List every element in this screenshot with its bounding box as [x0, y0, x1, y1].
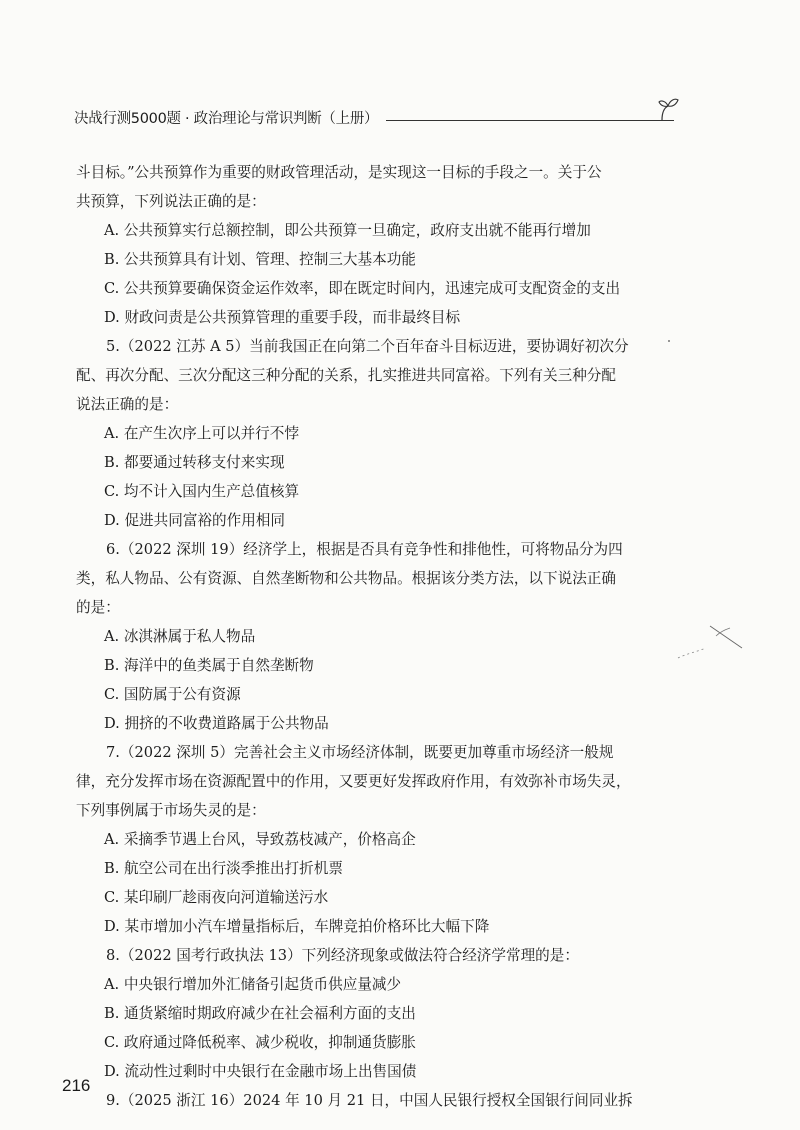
header-rule — [386, 120, 674, 121]
answer-option: A. 采摘季节遇上台风，导致荔枝减产，价格高企 — [104, 831, 416, 848]
answer-option: A. 在产生次序上可以并行不悖 — [104, 425, 299, 442]
answer-option: A. 公共预算实行总额控制，即公共预算一旦确定，政府支出就不能再行增加 — [104, 222, 591, 239]
answer-option: C. 均不计入国内生产总值核算 — [104, 483, 300, 500]
answer-option: D. 拥挤的不收费道路属于公共物品 — [104, 715, 329, 732]
question-stem-line: 9.（2025 浙江 16）2024 年 10 月 21 日，中国人民银行授权全国银行间同业拆 — [106, 1092, 633, 1109]
page-number: 216 — [62, 1076, 91, 1095]
sprout-icon — [656, 96, 680, 122]
text-line: 下列事例属于市场失灵的是： — [76, 802, 266, 819]
answer-option: D. 某市增加小汽车增量指标后，车牌竞拍价格环比大幅下降 — [104, 918, 490, 935]
answer-option: C. 公共预算要确保资金运作效率，即在既定时间内，迅速完成可支配资金的支出 — [104, 280, 621, 297]
answer-option: B. 通货紧缩时期政府减少在社会福利方面的支出 — [104, 1005, 416, 1022]
pencil-mark — [672, 618, 752, 664]
answer-option: C. 国防属于公有资源 — [104, 686, 241, 703]
book-title: 决战行测5000题 · 政治理论与常识判断（上册） — [74, 110, 379, 127]
answer-option: A. 冰淇淋属于私人物品 — [104, 628, 256, 645]
speck-mark — [668, 340, 670, 342]
answer-option: C. 某印刷厂趁雨夜向河道输送污水 — [104, 889, 329, 906]
text-line: 配、再次分配、三次分配这三种分配的关系，扎实推进共同富裕。下列有关三种分配 — [76, 367, 616, 384]
text-line: 共预算，下列说法正确的是： — [76, 193, 266, 210]
text-line: 的是： — [76, 599, 120, 616]
text-line: 律，充分发挥市场在资源配置中的作用，又要更好发挥政府作用，有效弥补市场失灵， — [76, 773, 631, 790]
question-stem-line: 5.（2022 江苏 A 5）当前我国正在向第二个百年奋斗目标迈进，要协调好初次分 — [106, 338, 629, 355]
answer-option: A. 中央银行增加外汇储备引起货币供应量减少 — [104, 976, 402, 993]
answer-option: B. 航空公司在出行淡季推出打折机票 — [104, 860, 343, 877]
text-line: 斗目标。”公共预算作为重要的财政管理活动，是实现这一目标的手段之一。关于公 — [76, 164, 602, 181]
question-stem-line: 6.（2022 深圳 19）经济学上，根据是否具有竞争性和排他性，可将物品分为四 — [106, 541, 623, 558]
answer-option: B. 海洋中的鱼类属于自然垄断物 — [104, 657, 314, 674]
answer-option: D. 财政问责是公共预算管理的重要手段，而非最终目标 — [104, 309, 461, 326]
question-stem-line: 7.（2022 深圳 5）完善社会主义市场经济体制，既要更加尊重市场经济一般规 — [106, 744, 614, 761]
text-line: 类，私人物品、公有资源、自然垄断物和公共物品。根据该分类方法，以下说法正确 — [76, 570, 616, 587]
question-text-block — [76, 158, 662, 1115]
text-line: 说法正确的是： — [76, 396, 179, 413]
answer-option: C. 政府通过降低税率、减少税收，抑制通货膨胀 — [104, 1034, 416, 1051]
answer-option: B. 都要通过转移支付来实现 — [104, 454, 285, 471]
answer-option: D. 流动性过剩时中央银行在金融市场上出售国债 — [104, 1063, 417, 1080]
answer-option: D. 促进共同富裕的作用相同 — [104, 512, 285, 529]
running-header — [74, 104, 674, 130]
question-stem-line: 8.（2022 国考行政执法 13）下列经济现象或做法符合经济学常理的是： — [106, 947, 579, 964]
answer-option: B. 公共预算具有计划、管理、控制三大基本功能 — [104, 251, 416, 268]
